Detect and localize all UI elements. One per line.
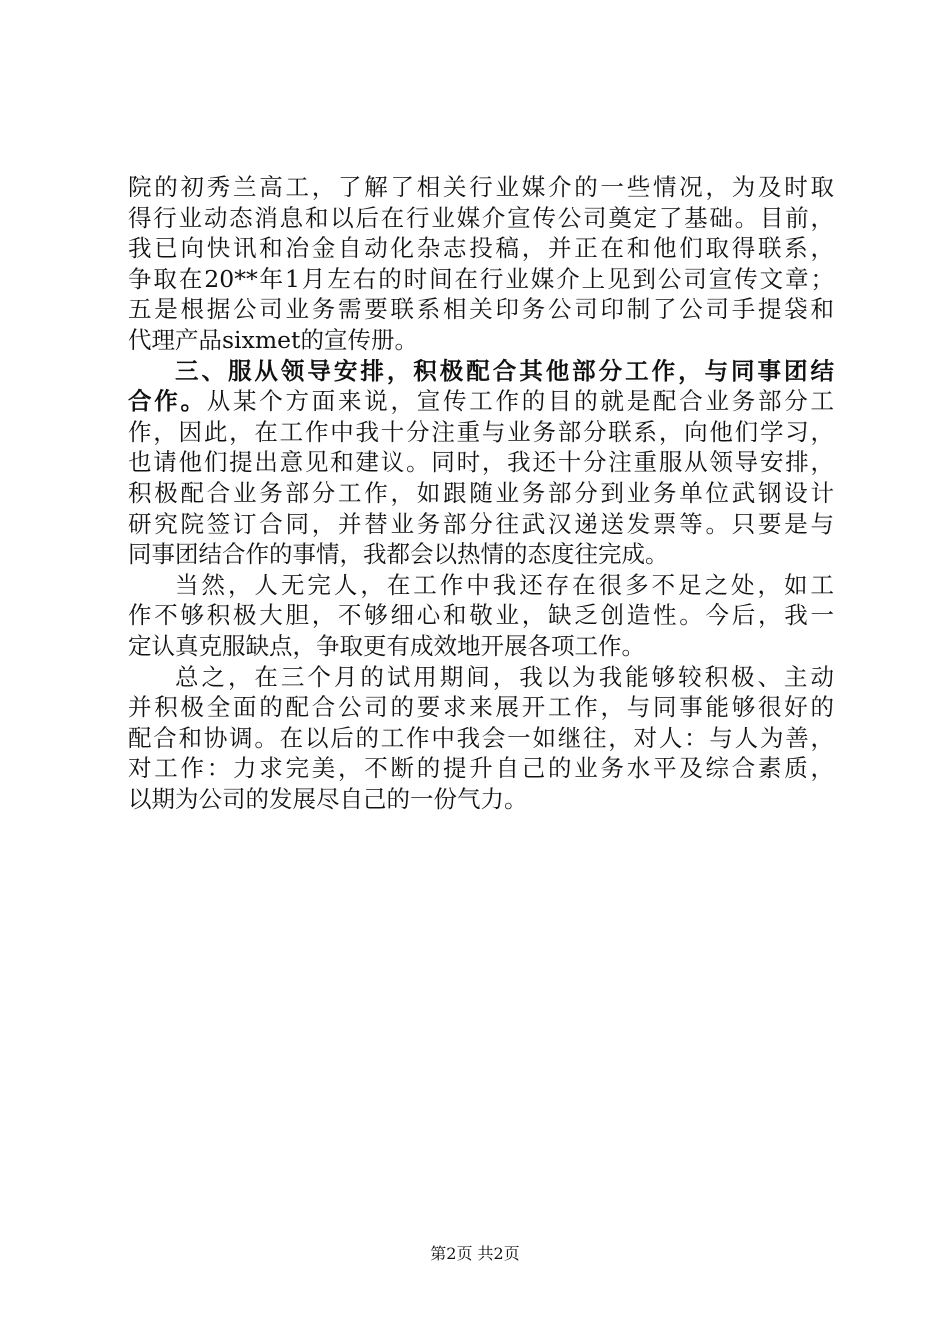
section-heading: 三、服从领导安排，积极配合其他部分工作，与同事团结 [175, 356, 834, 385]
text-line: 代理产品sixmet的宣传册。 [128, 325, 418, 354]
text-line: 也请他们提出意见和建议。同时，我还十分注重服从领导安排， [128, 448, 834, 477]
text-line: 当然，人无完人，在工作中我还存在很多不足之处，如工 [175, 570, 834, 599]
text-line: 同事团结合作的事情，我都会以热情的态度往完成。 [128, 540, 669, 569]
text-line: 并积极全面的配合公司的要求来展开工作，与同事能够很好的 [128, 693, 834, 722]
text-line: 以期为公司的发展尽自己的一份气力。 [128, 784, 528, 813]
text-line: 我已向快讯和冶金自动化杂志投稿，并正在和他们取得联系， [128, 234, 834, 263]
text-line: 作，因此，在工作中我十分注重与业务部分联系，向他们学习， [128, 417, 834, 446]
text-line: 院的初秀兰高工，了解了相关行业媒介的一些情况，为及时取 [128, 173, 834, 201]
paragraph [128, 662, 834, 815]
page-number: 第2页 共2页 [430, 1244, 520, 1263]
text-line: 研究院签订合同，并替业务部分往武汉递送发票等。只要是与 [128, 509, 834, 538]
text-line: 配合和协调。在以后的工作中我会一如继往，对人：与人为善， [128, 723, 834, 752]
page-footer [0, 1244, 950, 1264]
text-line: 作不够积极大胆，不够细心和敬业，缺乏创造性。今后，我一 [128, 601, 834, 630]
text-line: 争取在20**年1月左右的时间在行业媒介上见到公司宣传文章； [128, 264, 834, 293]
text-segment: 从某个方面来说，宣传工作的目的就是配合业务部分工 [206, 387, 834, 416]
text-line: 积极配合业务部分工作，如跟随业务部分到业务单位武钢设计 [128, 478, 834, 507]
paragraph [128, 356, 834, 570]
text-line: 五是根据公司业务需要联系相关印务公司印制了公司手提袋和 [128, 295, 834, 324]
paragraph [128, 570, 834, 662]
text-line [128, 386, 834, 417]
text-line: 对工作：力求完美，不断的提升自己的业务水平及综合素质， [128, 754, 834, 783]
text-line: 得行业动态消息和以后在行业媒介宣传公司奠定了基础。目前， [128, 203, 834, 232]
paragraph [128, 172, 834, 356]
document-body [128, 172, 834, 814]
section-heading-continued: 合作。 [128, 387, 207, 416]
text-line: 定认真克服缺点，争取更有成效地开展各项工作。 [128, 631, 645, 660]
text-line: 总之，在三个月的试用期间，我以为我能够较积极、主动 [175, 662, 834, 691]
